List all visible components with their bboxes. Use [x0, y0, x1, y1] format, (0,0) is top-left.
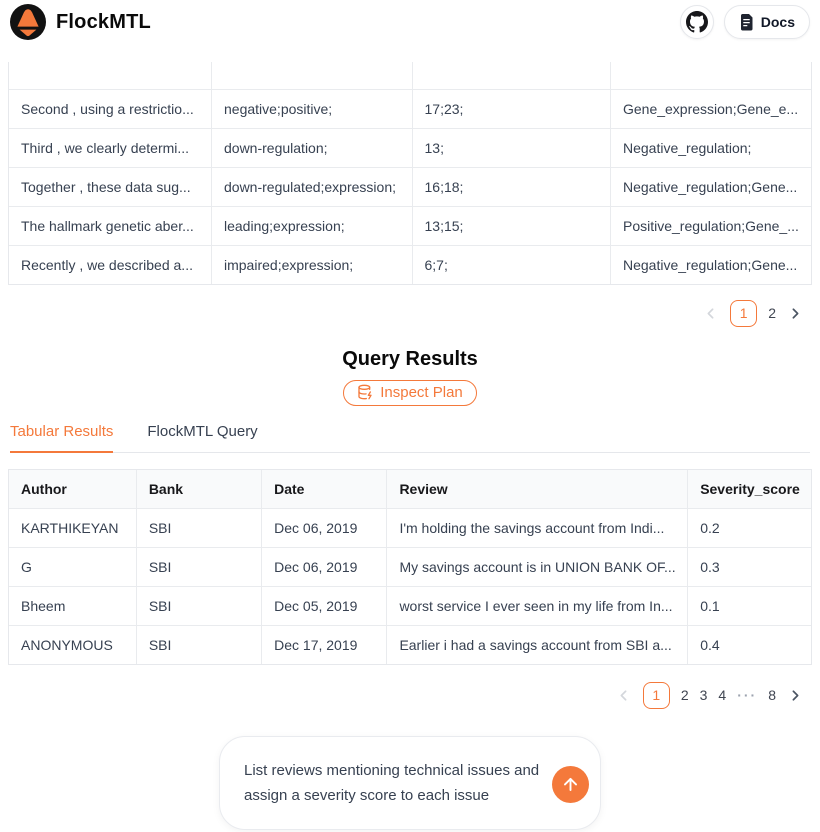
table-row — [9, 89, 811, 128]
cell-sentence: Second , using a restrictio... — [9, 89, 212, 128]
page-button-8[interactable]: 8 — [768, 687, 776, 703]
cell-positions: 13;15; — [412, 206, 610, 245]
cell-sentence: Recently , we described a... — [9, 245, 212, 284]
cell-date: Dec 05, 2019 — [262, 586, 387, 625]
next-page-button[interactable] — [787, 687, 804, 704]
header-actions — [680, 5, 810, 39]
page-button-2[interactable]: 2 — [680, 687, 689, 703]
github-icon — [686, 11, 708, 33]
cell-severity: 0.4 — [700, 636, 720, 653]
cell-keywords: down-regulated;expression; — [212, 167, 413, 206]
cell-bank: SBI — [136, 547, 261, 586]
entities-table — [8, 62, 812, 285]
github-button[interactable] — [680, 5, 714, 39]
cell-date: Dec 17, 2019 — [262, 625, 387, 664]
chevron-left-icon — [615, 687, 632, 704]
cell-empty — [212, 62, 413, 89]
cell-types: Negative_regulation; — [610, 128, 811, 167]
table-row — [9, 547, 811, 586]
chevron-left-icon — [702, 305, 719, 322]
cell-severity: 0.3 — [688, 547, 811, 586]
table-row — [9, 586, 811, 625]
send-button[interactable] — [552, 765, 589, 802]
cell-severity: 0.2 — [688, 508, 811, 547]
cell-bank: SBI — [136, 586, 261, 625]
tab-flockmtl-query[interactable]: FlockMTL Query — [147, 423, 257, 452]
cell-positions: 16;18; — [412, 167, 610, 206]
app-header — [0, 0, 820, 44]
chat-input[interactable] — [219, 736, 601, 830]
table-row — [9, 508, 811, 547]
cell-date: Dec 06, 2019 — [262, 508, 387, 547]
table-row — [9, 206, 811, 245]
cell-keywords: impaired;expression; — [212, 245, 413, 284]
brand-title: FlockMTL — [56, 10, 151, 33]
next-page-button[interactable] — [787, 305, 804, 322]
cell-sentence: The hallmark genetic aber... — [9, 206, 212, 245]
cell-review: My savings account is in UNION BANK OF... — [387, 547, 688, 586]
cell-types: Negative_regulation;Gene... — [610, 167, 811, 206]
entities-pagination — [0, 300, 804, 327]
document-icon — [739, 14, 754, 31]
arrow-up-icon — [561, 774, 580, 793]
cell-empty — [610, 62, 811, 89]
cell-author: Bheem — [9, 586, 136, 625]
chat-message-text: List reviews mentioning technical issues and assign a severity score to each issue — [244, 761, 540, 804]
cell-types: Gene_expression;Gene_e... — [610, 89, 811, 128]
docs-button[interactable] — [724, 5, 810, 39]
cell-keywords: leading;expression; — [212, 206, 413, 245]
cell-positions: 13; — [412, 128, 610, 167]
cell-date: Dec 06, 2019 — [262, 547, 387, 586]
cell-author: G — [9, 547, 136, 586]
page-button-1[interactable]: 1 — [643, 682, 670, 709]
cell-keywords: negative;positive; — [212, 89, 413, 128]
cell-sentence: Together , these data sug... — [9, 167, 212, 206]
cell-review: Earlier i had a savings account from SBI a... — [387, 625, 688, 664]
cell-review: worst service I ever seen in my life from In... — [387, 586, 688, 625]
page-button-1[interactable]: 1 — [730, 300, 757, 327]
cell-author: ANONYMOUS — [9, 625, 136, 664]
pagination-ellipsis: ··· — [737, 687, 758, 703]
table-header-row — [9, 470, 811, 509]
column-header-severity: Severity_score — [688, 470, 811, 509]
chevron-right-icon — [787, 687, 804, 704]
chevron-right-icon — [787, 305, 804, 322]
table-row — [9, 625, 811, 664]
cell-review: I'm holding the savings account from Indi... — [387, 508, 688, 547]
table-row — [9, 167, 811, 206]
database-zap-icon — [357, 384, 373, 400]
inspect-plan-button[interactable] — [343, 380, 477, 406]
brand-link[interactable] — [10, 4, 151, 40]
prev-page-button[interactable] — [615, 687, 632, 704]
column-header-review: Review — [387, 470, 688, 509]
page-button-2[interactable]: 2 — [768, 305, 776, 321]
table-row — [9, 245, 811, 284]
flockmtl-logo-icon — [10, 4, 46, 40]
docs-button-label: Docs — [760, 14, 795, 30]
cell-severity: 0.1 — [688, 586, 811, 625]
cell-sentence: Third , we clearly determi... — [9, 128, 212, 167]
table-row-partial — [9, 62, 811, 89]
column-header-date: Date — [262, 470, 387, 509]
cell-bank: SBI — [136, 508, 261, 547]
cell-positions: 17;23; — [412, 89, 610, 128]
cell-empty — [412, 62, 610, 89]
prev-page-button[interactable] — [702, 305, 719, 322]
cell-types: Negative_regulation;Gene... — [622, 256, 798, 273]
table-row — [9, 128, 811, 167]
page-button-4[interactable]: 4 — [718, 687, 727, 703]
cell-author: KARTHIKEYAN — [9, 508, 136, 547]
results-table — [8, 469, 812, 665]
inspect-plan-row — [0, 380, 820, 406]
query-results-title: Query Results — [342, 347, 478, 370]
column-header-bank: Bank — [136, 470, 261, 509]
cell-bank: SBI — [136, 625, 261, 664]
results-tabs — [10, 423, 810, 453]
column-header-author: Author — [9, 470, 136, 509]
cell-positions: 6;7; — [412, 245, 610, 284]
results-pagination — [0, 682, 804, 709]
cell-empty — [9, 62, 212, 89]
page-button-3[interactable]: 3 — [699, 687, 708, 703]
inspect-plan-label: Inspect Plan — [380, 383, 463, 401]
tab-tabular-results[interactable]: Tabular Results — [10, 423, 113, 453]
cell-types: Positive_regulation;Gene_... — [610, 206, 811, 245]
cell-keywords: down-regulation; — [212, 128, 413, 167]
